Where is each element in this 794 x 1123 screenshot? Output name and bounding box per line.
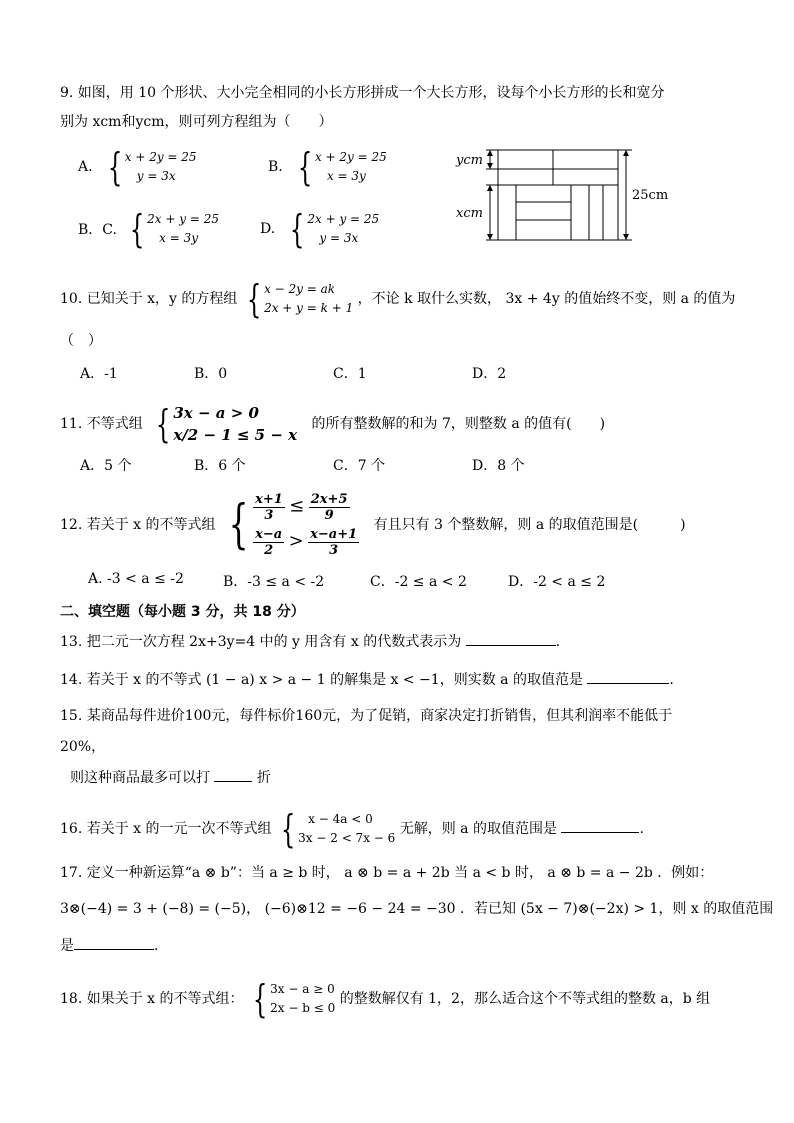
q9-option-d[interactable] [260,207,380,251]
left-brace-icon: { [297,145,313,189]
q12-prefix: 12. 若关于 x 的不等式组 [60,517,216,533]
q12-rel1: ≤ [289,495,305,517]
q10-eq2: 2x + y = k + 1 [264,301,354,315]
left-brace-icon: { [252,977,268,1021]
q9-a-eq1: x + 2y = 25 [124,150,197,164]
q16-suffix: 无解，则 a 的取值范围是 [399,821,557,837]
q14-text: 14. 若关于 x 的不等式 (1 − a) x > a − 1 的解集是 x < −1，则实数 a 的取值范是 [60,672,583,688]
q9-option-c[interactable] [78,207,219,251]
q16-eq1: x − 4a < 0 [308,812,373,826]
q18-eq1: 3x − a ≥ 0 [270,982,335,996]
q13-text: 13. 把二元一次方程 2x+3y=4 中的 y 用含有 x 的代数式表示为 [60,634,462,650]
q13-line [60,631,560,653]
q17-line3 [60,935,158,957]
q14-line [60,669,674,691]
q17-line1: 17. 定义一种新运算“a ⊗ b”：当 a ≥ b 时， a ⊗ b = a + 2b 当 a < b 时， a ⊗ b = a − 2b ．例如： [60,865,714,881]
q9-line2: 别为 xcm和ycm，则可列方程组为（ ） [60,114,333,130]
q9-option-a[interactable] [78,145,197,189]
left-brace-icon: { [156,402,171,446]
q11-suffix: 的所有整数解的和为 7，则整数 a 的值有( ) [311,416,606,432]
q11-option-a[interactable]: A．5 个 [80,458,132,474]
q11-eq1: 3x − a > 0 [173,404,259,422]
q12-f3-num: x−a [255,527,283,542]
q9-b-eq2: x = 3y [326,169,366,183]
q12-f3-den: 2 [264,543,274,558]
label-x: xcm [456,206,483,221]
q15-line1: 15. 某商品每件进价100元，每件标价160元，为了促销，商家决定打折销售，但其利润率不能低于 [60,708,673,724]
left-brace-icon: { [228,495,249,555]
q12-option-a[interactable]: A. -3 < a ≤ -2 [88,571,184,587]
q9-a-eq2: y = 3x [136,169,176,183]
q9-option-b-label: B. [268,159,283,175]
q12-f1-num: x+1 [255,492,283,507]
q10-eq1: x − 2y = ak [264,282,336,296]
q16-answer-blank[interactable] [561,818,639,833]
q15-line2: 20%， [60,739,106,755]
q12-rel2: > [288,530,304,552]
q9-c-eq1: 2x + y = 25 [147,212,219,226]
q14-end: . [669,672,674,688]
q13-answer-blank[interactable] [466,631,556,646]
q15-answer-blank[interactable] [214,767,252,782]
q12-f2-num: 2x+5 [310,492,348,507]
q11-line1 [60,402,605,446]
q18-prefix: 18. 如果关于 x 的不等式组： [60,991,244,1007]
q14-answer-blank[interactable] [587,669,669,684]
q12-f1-den: 3 [264,508,274,523]
q9-c-eq2: x = 3y [159,231,199,245]
q12-f2-den: 9 [324,508,334,523]
q10-prefix: 10. 已知关于 x，y 的方程组 [60,291,238,307]
q9-option-d-label: D. [260,221,276,237]
q10-option-d[interactable]: D．2 [472,366,507,382]
left-brace-icon: { [246,277,262,321]
q10-suffix: ，不论 k 取什么实数， 3x + 4y 的值始终不变，则 a 的值为 [357,291,736,307]
left-brace-icon: { [107,145,122,189]
q11-option-c[interactable]: C．7 个 [333,458,386,474]
section-heading-fill-in: 二、填空题（每小题 3 分，共 18 分） [60,604,305,620]
q10-paren: （ ） [60,333,102,349]
q16-prefix: 16. 若关于 x 的一元一次不等式组 [60,821,272,837]
q11-option-b[interactable]: B．6 个 [194,458,246,474]
q15-line3b: 折 [256,770,271,786]
q9-b-eq1: x + 2y = 25 [314,150,387,164]
q18-suffix: 的整数解仅有 1，2，那么适合这个不等式组的整数 a，b 组 [339,991,711,1007]
q11-eq2: x/2 − 1 ≤ 5 − x [173,426,298,444]
q17-end: . [154,938,159,954]
q16-eq2: 3x − 2 < 7x − 6 [298,831,396,845]
q17-line2: 3⊗(−4) = 3 + (−8) = (−5)， (−6)⊗12 = −6 − 24 = −30 ．若已知 (5x − 7)⊗(−2x) > 1，则 x 的取值范围 [60,901,774,917]
q9-option-c-label: B．C. [78,222,117,238]
q9-d-eq2: y = 3x [319,231,359,245]
q10-line1 [60,277,736,321]
q18-line [60,977,711,1021]
q18-eq2: 2x − b ≤ 0 [270,1001,336,1015]
q11-prefix: 11. 不等式组 [60,416,143,432]
q15-line3a: 则这种商品最多可以打 [70,770,210,786]
q16-line [60,807,644,851]
label-y: ycm [456,153,483,168]
q16-end: . [639,821,644,837]
left-brace-icon: { [290,207,305,251]
q10-option-b[interactable]: B．0 [194,366,228,382]
q12-suffix: 有且只有 3 个整数解，则 a 的取值范围是( ) [373,517,686,533]
q9-option-a-label: A. [78,159,93,175]
left-brace-icon: { [280,807,296,851]
q9-d-eq1: 2x + y = 25 [307,212,380,226]
q13-end: . [555,634,561,650]
q17-line3-text: 是 [60,938,74,954]
q10-option-c[interactable]: C．1 [333,366,367,382]
q17-answer-blank[interactable] [74,935,154,950]
q12-option-b[interactable]: B．-3 ≤ a < -2 [223,574,325,590]
q12-option-c[interactable]: C．-2 ≤ a < 2 [370,574,467,590]
label-total: 25cm [632,188,669,203]
q10-option-a[interactable]: A．-1 [80,366,118,382]
q12-f4-den: 3 [329,543,339,558]
q12-option-d[interactable]: D．-2 < a ≤ 2 [508,574,606,590]
q9-option-b[interactable] [268,145,387,189]
q9-rectangle-figure [450,144,670,246]
q12-f4-num: x−a+1 [310,527,358,542]
q12-line1 [60,492,686,558]
q15-line3 [70,767,271,789]
q9-line1: 9. 如图，用 10 个形状、大小完全相同的小长方形拼成一个大长方形，设每个小长方形的长和宽分 [60,85,665,101]
q11-option-d[interactable]: D．8 个 [472,458,525,474]
left-brace-icon: { [129,207,145,251]
